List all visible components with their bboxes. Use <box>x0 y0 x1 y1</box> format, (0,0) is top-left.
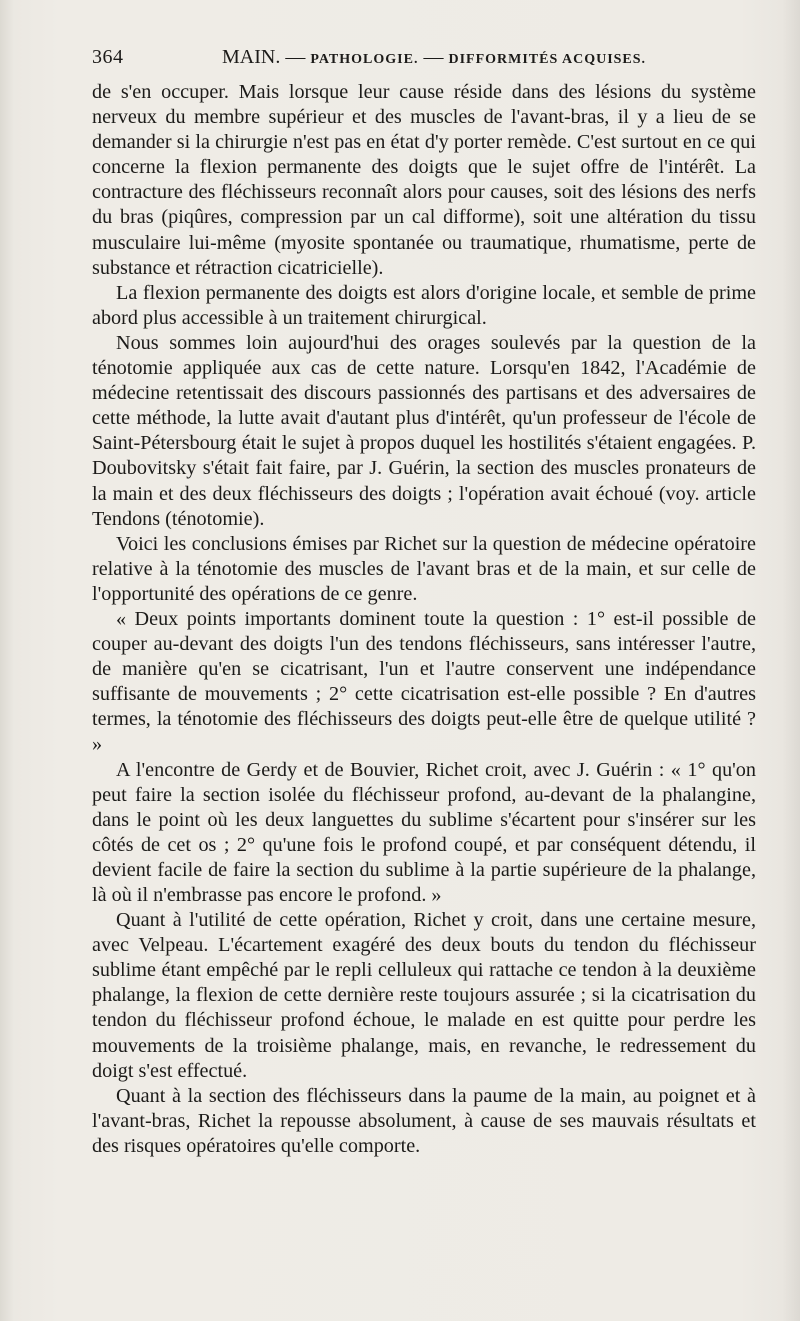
paragraph-quote: « Deux points importants dominent toute la question : 1° est-il possible de couper au-devant des doigts l'un des tendons fléchisseurs, sans intéresser l'autre, de manière qu'en se cicatrisant, l'un et l'autre conservent une indépendance suffisante de mouvements ; 2° cette cicatrisation est-elle possible ? En d'autres termes, la ténotomie des fléchisseurs des doigts peut-elle être de quelque utilité ? » <box>92 607 756 756</box>
title-dash-1: — <box>285 46 306 68</box>
paragraph: A l'encontre de Gerdy et de Bouvier, Richet croit, avec J. Guérin : « 1° qu'on peut faire la section isolée du fléchisseur profond, au-devant de la phalangine, dans le point où les deux languettes du sublime s'écartent pour s'insérer sur les côtés de cet os ; 2° qu'une fois le profond coupé, et par conséquent détendu, il devient facile de faire la section du sublime à la partie supérieure de la phalange, là où il n'embrasse pas encore le profond. » <box>92 758 756 906</box>
page-number: 364 <box>92 46 124 68</box>
running-title <box>222 46 646 69</box>
paragraph-continued: de s'en occuper. Mais lorsque leur cause réside dans des lésions du système nerveux du membre supérieur et des muscles de l'avant-bras, il y a lieu de se demander si la chirurgie n'est pas en état d'y porter remède. C'est surtout en ce qui concerne la flexion permanente des doigts que le sujet offre de l'intérêt. La contracture des fléchisseurs reconnaît alors pour causes, soit des lésions des nerfs du bras (piqûres, compression par un cal difforme), soit une altération du tissu musculaire lui-même (myosite spontanée ou traumatique, rhumatisme, perte de substance et rétraction cicatricielle). <box>92 81 756 279</box>
paragraph: Voici les conclusions émises par Richet sur la question de médecine opératoire relative à la ténotomie des muscles de l'avant bras et de la main, et sur celle de l'opportunité des opérations de ce genre. <box>92 532 756 605</box>
paragraph: La flexion permanente des doigts est alors d'origine locale, et semble de prime abord plus accessible à un traitement chirurgical. <box>92 281 756 329</box>
page-edge-shadow <box>782 0 800 1321</box>
paragraph: Quant à l'utilité de cette opération, Richet y croit, dans une certaine mesure, avec Velpeau. L'écartement exagéré des deux bouts du tendon du fléchisseur sublime étant empêché par le repli celluleux qui rattache ce tendon à la deuxième phalange, la flexion de cette dernière reste toujours assurée ; si la cicatrisation du tendon du fléchisseur profond échoue, le malade en est quitte pour perdre les mouvements de la troisième phalange, mais, en revanche, le redressement du doigt s'est effectué. <box>92 909 756 1082</box>
running-head <box>92 46 756 74</box>
title-section: PATHOLOGIE. <box>310 52 419 67</box>
body-text <box>92 80 756 1159</box>
paragraph: Quant à la section des fléchisseurs dans la paume de la main, au poignet et à l'avant-bras, Richet la repousse absolument, à cause de ses mauvais résultats et des risques opératoires qu'elle comporte. <box>92 1084 756 1157</box>
paragraph: Nous sommes loin aujourd'hui des orages soulevés par la question de la ténotomie appliquée aux cas de cette nature. Lorsqu'en 1842, l'Académie de médecine retentissait des discours passionnés des partisans et des adversaires de cette méthode, la lutte avait d'autant plus d'intérêt, qu'un professeur de l'école de Saint-Pétersbourg était le sujet à propos duquel les hostilités s'étaient engagées. P. Doubovitsky s'était fait faire, par J. Guérin, la section des muscles pronateurs de la main et des deux fléchisseurs des doigts ; l'opération avait échoué (voy. article Tendons (ténotomie). <box>92 331 756 530</box>
title-subsection: DIFFORMITÉS ACQUISES. <box>448 52 647 67</box>
title-main: MAIN. <box>222 46 281 68</box>
title-dash-2: — <box>423 46 444 68</box>
